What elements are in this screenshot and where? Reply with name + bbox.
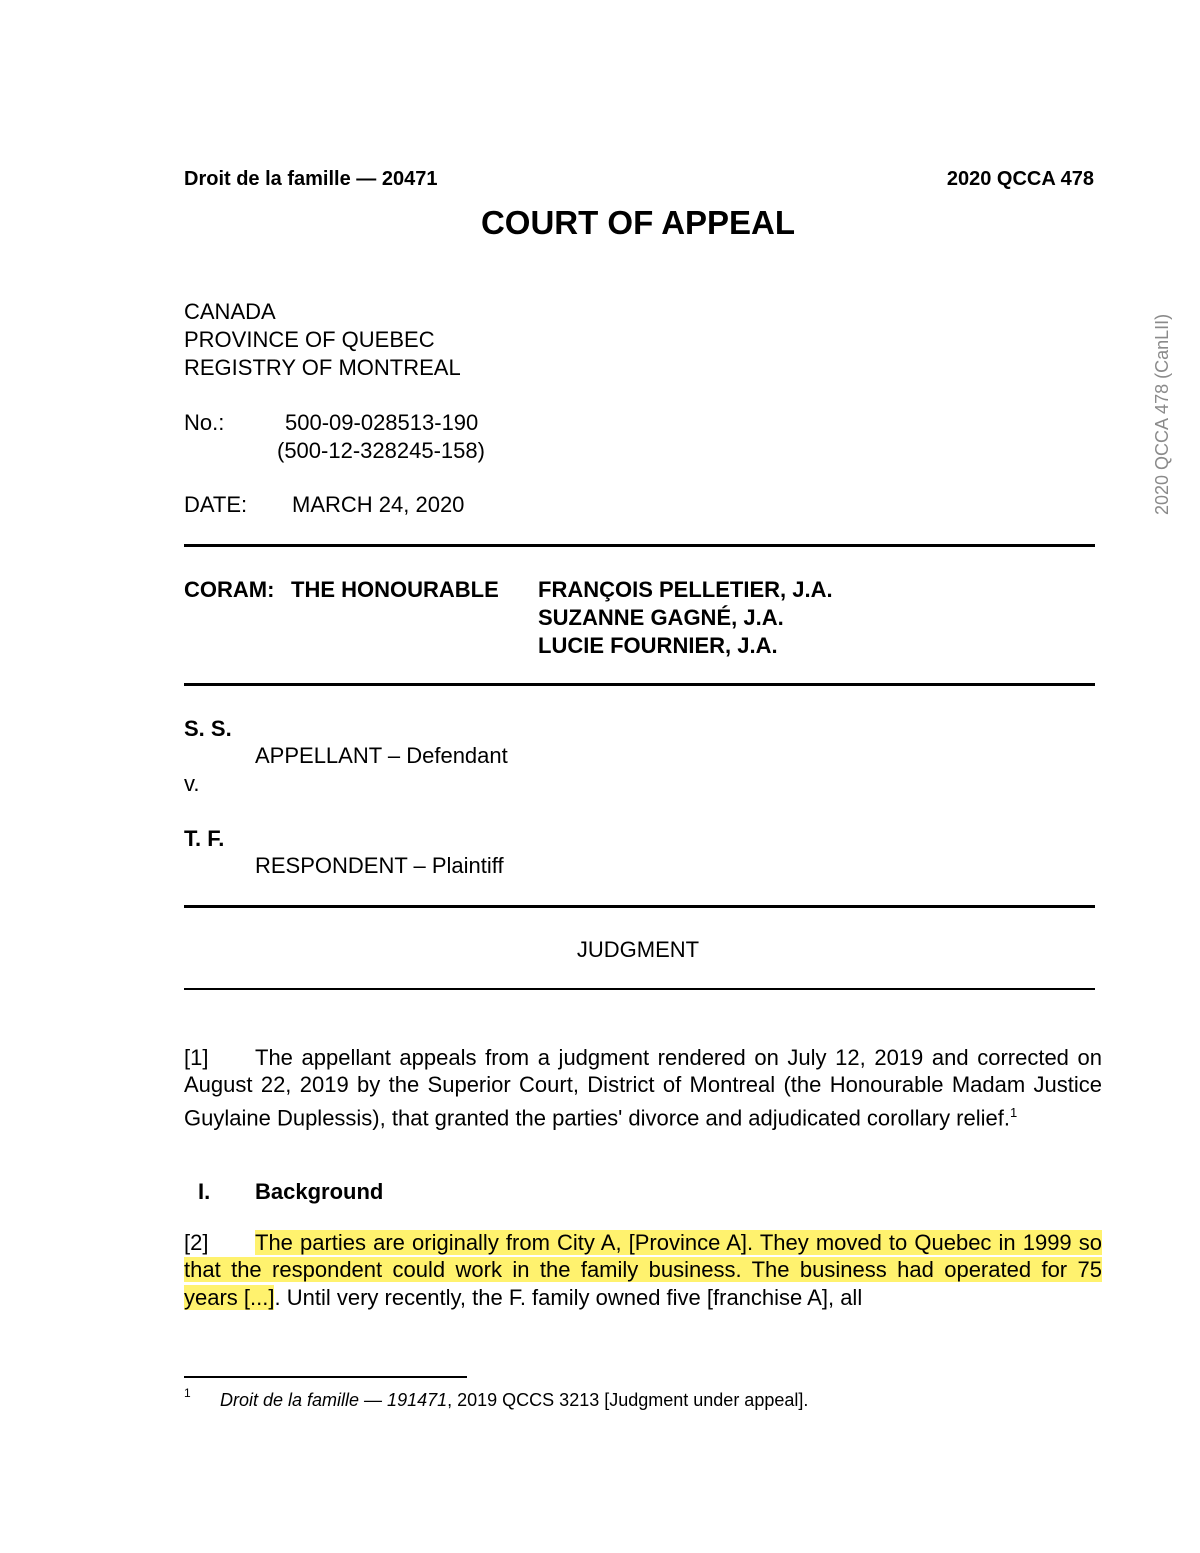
respondent-name: T. F. [184, 826, 225, 851]
appellant-name: S. S. [184, 716, 232, 741]
judge-1: FRANÇOIS PELLETIER, J.A. [538, 577, 833, 602]
footnote-case-name: Droit de la famille — 191471 [220, 1390, 448, 1410]
versus: v. [184, 771, 200, 796]
paragraph-1 [184, 1044, 1102, 1131]
jurisdiction-country: CANADA [184, 299, 276, 324]
judge-2: SUZANNE GAGNÉ, J.A. [538, 605, 784, 630]
coram-label: CORAM: [184, 577, 275, 602]
judgment-heading: JUDGMENT [576, 937, 700, 962]
judgment-date: MARCH 24, 2020 [292, 492, 465, 517]
coram-title: THE HONOURABLE [291, 577, 499, 602]
footnote-separator [184, 1376, 467, 1378]
jurisdiction-province: PROVINCE OF QUEBEC [184, 327, 435, 352]
divider-2 [184, 683, 1095, 686]
footnote-rest: , 2019 QCCS 3213 [Judgment under appeal]. [447, 1390, 809, 1410]
section-title: Background [255, 1179, 384, 1204]
divider-3 [184, 905, 1095, 908]
paragraph-2-highlight: The parties are originally from City A, [Province A]. They moved to Quebec in 1999 so that the respondent could work in the family business. The business had operated for 75 years [...] [184, 1230, 1102, 1310]
canlii-watermark: 2020 QCCA 478 (CanLII) [1152, 313, 1172, 515]
divider-1 [184, 544, 1095, 547]
paragraph-2-number: [2] [184, 1230, 209, 1255]
paragraph-2-text: . Until very recently, the F. family owned five [franchise A], all [274, 1284, 863, 1310]
date-label: DATE: [184, 492, 248, 517]
neutral-citation: 2020 QCCA 478 [946, 168, 1094, 190]
court-title: COURT OF APPEAL [480, 204, 796, 241]
footnote-text [220, 1390, 808, 1411]
judge-3: LUCIE FOURNIER, J.A. [538, 633, 778, 658]
divider-4 [184, 988, 1095, 990]
file-number-label: No.: [184, 410, 225, 435]
paragraph-1-text: The appellant appeals from a judgment rendered on July 12, 2019 and corrected on August 22, 2019 by the Superior Court, District of Montreal (the Honourable Madam Justice Guylaine Duplessis), that granted the parties' divorce and adjudicated corollary relief. [184, 1045, 1102, 1130]
footnote-reference-1[interactable]: 1 [1009, 1104, 1018, 1120]
appellant-role: APPELLANT – Defendant [255, 743, 508, 768]
respondent-role: RESPONDENT – Plaintiff [255, 853, 504, 878]
style-of-cause: Droit de la famille — 20471 [184, 168, 438, 190]
section-number: I. [198, 1179, 211, 1204]
footnote-number: 1 [184, 1386, 191, 1400]
paragraph-1-number: [1] [184, 1045, 209, 1070]
lower-court-file-number: (500-12-328245-158) [277, 438, 485, 463]
file-number: 500-09-028513-190 [285, 410, 479, 435]
jurisdiction-registry: REGISTRY OF MONTREAL [184, 355, 461, 380]
paragraph-2 [184, 1229, 1102, 1311]
